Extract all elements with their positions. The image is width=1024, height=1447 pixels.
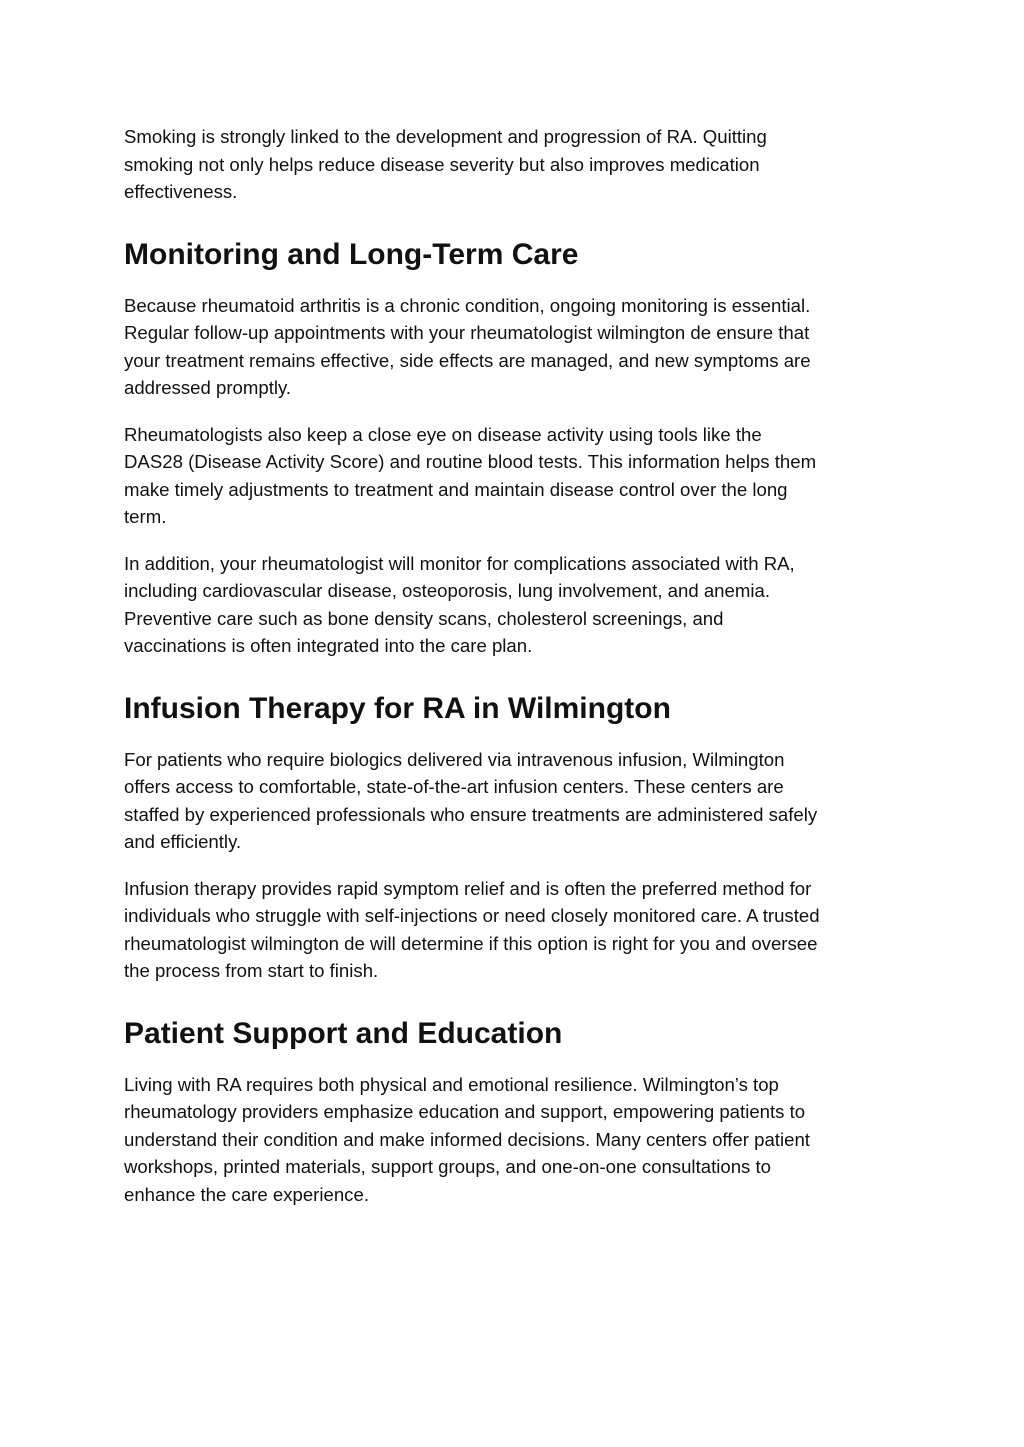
text-line: rheumatology providers emphasize education and support, empowering patients to	[124, 1101, 806, 1122]
text-line: offers access to comfortable, state-of-the-art infusion centers. These centers are	[124, 776, 784, 797]
infusion-paragraph-1	[124, 746, 914, 856]
text-line: Because rheumatoid arthritis is a chronic condition, ongoing monitoring is essential.	[124, 294, 811, 316]
section-heading-monitoring: Monitoring and Long-Term Care	[124, 237, 579, 271]
text-line: smoking not only helps reduce disease severity but also improves medication	[124, 153, 760, 175]
text-line: Preventive care such as bone density scans, cholesterol screenings, and	[124, 607, 724, 629]
text-line: individuals who struggle with self-injections or need closely monitored care. A trusted	[124, 905, 820, 926]
text-line: term.	[124, 506, 167, 527]
intro-paragraph	[124, 123, 914, 206]
monitoring-paragraph-1	[124, 292, 914, 402]
text-line: Rheumatologists also keep a close eye on disease activity using tools like the	[124, 423, 762, 445]
text-line: Living with RA requires both physical and emotional resilience. Wilmington’s top	[124, 1073, 779, 1095]
text-line: enhance the care experience.	[124, 1183, 369, 1205]
text-line: For patients who require biologics delivered via intravenous infusion, Wilmington	[124, 748, 785, 770]
text-line: staffed by experienced professionals who ensure treatments are administered safely	[124, 803, 818, 825]
text-line: understand their condition and make informed decisions. Many centers offer patient	[124, 1128, 810, 1150]
text-line: workshops, printed materials, support groups, and one-on-one consultations to	[124, 1156, 772, 1177]
support-paragraph-1	[124, 1071, 914, 1209]
text-line: rheumatologist wilmington de will determine if this option is right for you and oversee	[124, 932, 818, 954]
text-line: and efficiently.	[124, 831, 242, 852]
text-line: including cardiovascular disease, osteoporosis, lung involvement, and anemia.	[124, 580, 770, 601]
text-line: effectiveness.	[124, 181, 238, 202]
text-line: In addition, your rheumatologist will monitor for complications associated with RA,	[124, 552, 795, 574]
section-heading-support: Patient Support and Education	[124, 1016, 563, 1050]
text-line: the process from start to finish.	[124, 960, 379, 981]
document-body	[124, 123, 914, 1227]
text-line: Regular follow-up appointments with your rheumatologist wilmington de ensure that	[124, 322, 810, 343]
text-line: addressed promptly.	[124, 377, 292, 398]
text-line: DAS28 (Disease Activity Score) and routine blood tests. This information helps them	[124, 451, 817, 472]
text-line: vaccinations is often integrated into the care plan.	[124, 635, 533, 656]
infusion-paragraph-2	[124, 875, 914, 985]
text-line: Smoking is strongly linked to the development and progression of RA. Quitting	[124, 126, 767, 147]
text-line: Infusion therapy provides rapid symptom relief and is often the preferred method for	[124, 877, 812, 899]
text-line: make timely adjustments to treatment and maintain disease control over the long	[124, 478, 788, 500]
monitoring-paragraph-2	[124, 421, 914, 531]
text-line: your treatment remains effective, side effects are managed, and new symptoms are	[124, 349, 811, 371]
monitoring-paragraph-3	[124, 550, 914, 660]
section-heading-infusion: Infusion Therapy for RA in Wilmington	[124, 691, 671, 725]
